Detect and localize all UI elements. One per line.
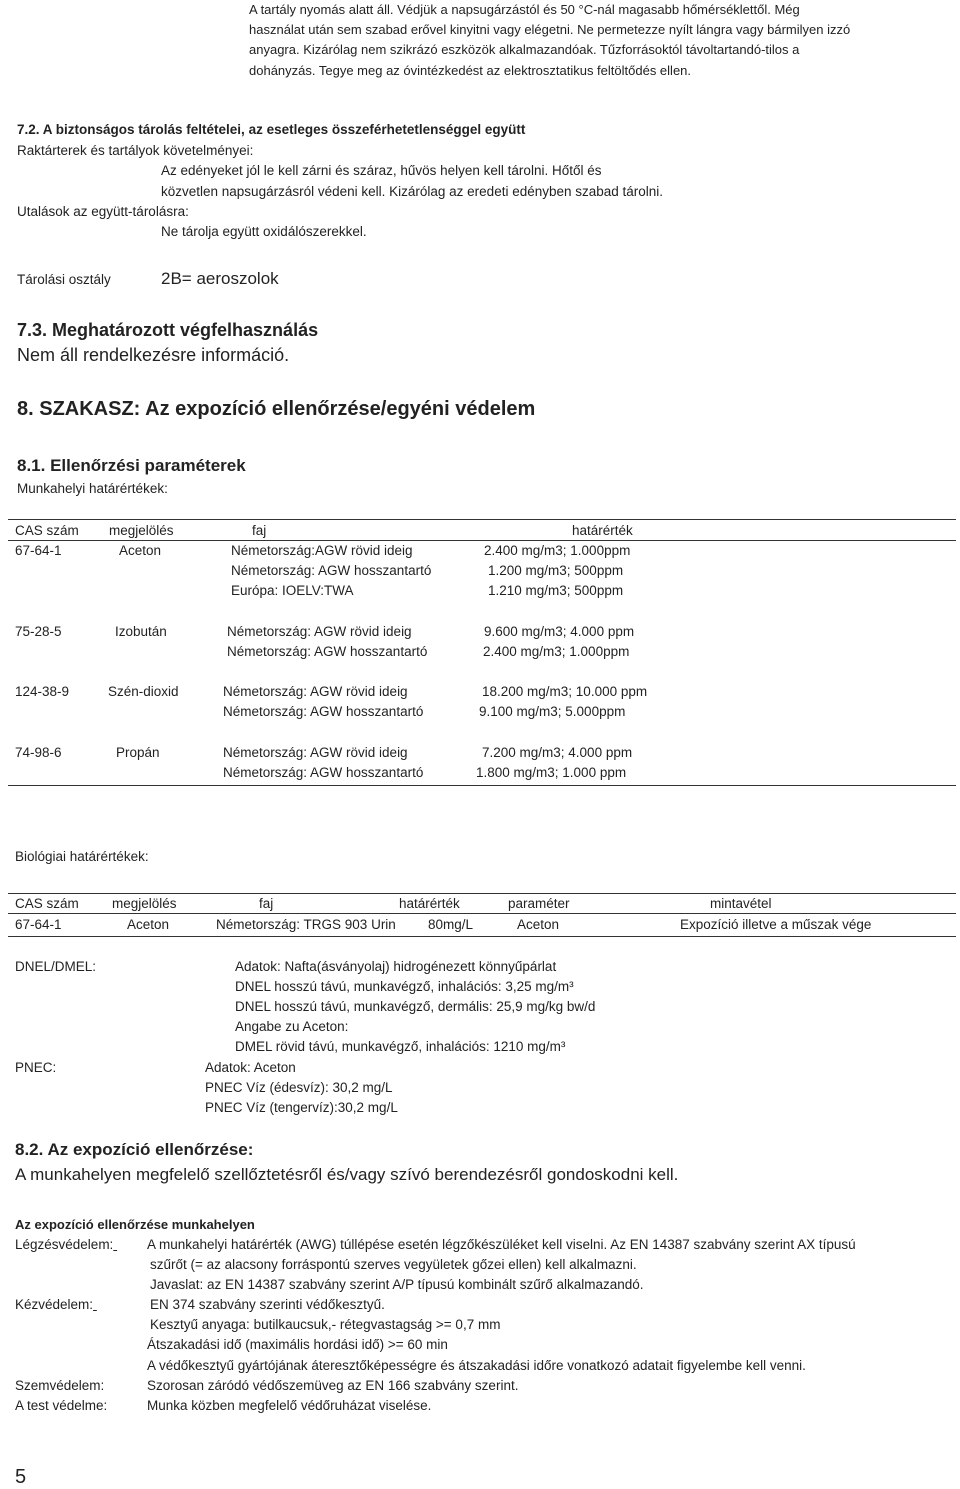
- storage-class-value: 2B= aeroszolok: [161, 269, 279, 288]
- limit-value: 7.200 mg/m3; 4.000 ppm: [482, 745, 633, 760]
- respiratory-line-1: A munkahelyi határérték (AWG) túllépése esetén légzőkészüléket kell viselni. Az EN 14387 szabvány szerint AX típusú: [147, 1237, 856, 1252]
- eye-label: Szemvédelem:: [15, 1378, 105, 1393]
- body-label: A test védelme:: [15, 1398, 108, 1413]
- dnel-line-1: Adatok: Nafta(ásványolaj) hidrogénezett könnyűpárlat: [235, 959, 557, 974]
- bio-header-limit: határérték: [399, 896, 460, 911]
- bio-table-bottom-rule: [8, 936, 956, 937]
- limit-value: 1.200 mg/m3; 500ppm: [488, 563, 624, 578]
- hand-label: Kézvédelem:: [15, 1297, 94, 1312]
- table-header-rule: [8, 540, 956, 541]
- cas-number: 75-28-5: [15, 624, 62, 639]
- section-8-2-text: A munkahelyen megfelelő szellőztetésről és/vagy szívó berendezésről gondoskodni kell.: [15, 1165, 679, 1184]
- cas-number: 67-64-1: [15, 917, 62, 932]
- intro-line-1: A tartály nyomás alatt áll. Védjük a napsugárzástól és 50 °C-nál magasabb hőmérséklettől. Még: [249, 2, 800, 17]
- limit-value: 9.600 mg/m3; 4.000 ppm: [484, 624, 635, 639]
- section-8-1-title: 8.1. Ellenőrzési paraméterek: [17, 456, 246, 475]
- dnel-line-5: DMEL rövid távú, munkavégző, inhalációs: 1210 mg/m³: [235, 1039, 566, 1054]
- table-top-rule: [8, 519, 956, 520]
- dnel-line-3: DNEL hosszú távú, munkavégző, dermális: 25,9 mg/kg bw/d: [235, 999, 596, 1014]
- limit-type: Németország: AGW hosszantartó: [223, 704, 424, 719]
- limit-type: Németország: AGW rövid ideig: [227, 624, 412, 639]
- dnel-line-4: Angabe zu Aceton:: [235, 1019, 349, 1034]
- storage-req-label: Raktárterek és tartályok követelményei:: [17, 143, 254, 158]
- table-header-type: faj: [252, 523, 267, 538]
- hand-line-1: EN 374 szabvány szerinti védőkesztyű.: [150, 1297, 385, 1312]
- substance-name: Izobután: [115, 624, 167, 639]
- parameter: Aceton: [517, 917, 560, 932]
- workplace-limits-label: Munkahelyi határértékek:: [17, 481, 168, 496]
- intro-line-2: használat után sem szabad erővel kinyitni vagy elégetni. Ne permetezze nyílt lángra vagy bármilyen izzó: [249, 22, 851, 37]
- bio-header-type: faj: [259, 896, 274, 911]
- pnec-line-3: PNEC Víz (tengervíz):30,2 mg/L: [205, 1100, 398, 1115]
- eye-text: Szorosan záródó védőszemüveg az EN 166 szabvány szerint.: [147, 1378, 519, 1393]
- limit-type: Németország: AGW rövid ideig: [223, 745, 408, 760]
- body-text: Munka közben megfelelő védőruházat viselése.: [147, 1398, 432, 1413]
- table-bottom-rule: [8, 785, 956, 786]
- co-storage-text: Ne tárolja együtt oxidálószerekkel.: [161, 224, 367, 239]
- substance-name: Propán: [116, 745, 160, 760]
- table-header-name: megjelölés: [109, 523, 174, 538]
- limit-value: 1.800 mg/m3; 1.000 ppm: [476, 765, 627, 780]
- storage-req-line-2: közvetlen napsugárzásról védeni kell. Kizárólag az eredeti edényben szabad tárolni.: [161, 184, 664, 199]
- limit-type: Európa: IOELV:TWA: [231, 583, 354, 598]
- bio-table-top-rule: [8, 893, 956, 894]
- section-7-2-title: 7.2. A biztonságos tárolás feltételei, az esetleges összeférhetetlenséggel együtt: [17, 122, 526, 137]
- bio-header-parameter: paraméter: [508, 896, 570, 911]
- substance-name: Aceton: [119, 543, 162, 558]
- pnec-label: PNEC:: [15, 1060, 57, 1075]
- section-7-3-title: 7.3. Meghatározott végfelhasználás: [17, 320, 319, 340]
- substance-name: Szén-dioxid: [108, 684, 179, 699]
- cas-number: 67-64-1: [15, 543, 62, 558]
- respiratory-line-3: Javaslat: az EN 14387 szabvány szerint A/P típusú kombinált szűrő alkalmazandó.: [150, 1277, 644, 1292]
- storage-class-label: Tárolási osztály: [17, 272, 111, 287]
- hand-line-4: A védőkesztyű gyártójának áteresztőképességre és átszakadási időre vonatkozó adatait figyelembe kell venni.: [147, 1358, 806, 1373]
- limit-value: 1.210 mg/m3; 500ppm: [488, 583, 624, 598]
- pnec-line-1: Adatok: Aceton: [205, 1060, 296, 1075]
- cas-number: 124-38-9: [15, 684, 70, 699]
- limit-type: Németország:AGW rövid ideig: [231, 543, 413, 558]
- hand-line-3: Átszakadási idő (maximális hordási idő) >= 60 min: [147, 1337, 448, 1352]
- section-8-title: 8. SZAKASZ: Az expozíció ellenőrzése/egyéni védelem: [17, 398, 536, 420]
- limit-type: Németország: AGW hosszantartó: [227, 644, 428, 659]
- sampling: Expozíció illetve a műszak vége: [680, 917, 872, 932]
- hand-line-2: Kesztyű anyaga: butilkaucsuk,- rétegvastagság >= 0,7 mm: [150, 1317, 501, 1332]
- limit-value: 9.100 mg/m3; 5.000ppm: [479, 704, 626, 719]
- bio-header-sampling: mintavétel: [710, 896, 772, 911]
- table-header-limit: határérték: [572, 523, 633, 538]
- bio-header-cas: CAS szám: [15, 896, 79, 911]
- limit-value: 2.400 mg/m3; 1.000ppm: [483, 644, 630, 659]
- respiratory-line-2: szűrőt (= az alacsony forráspontú szerves vegyületek gőzei ellen) kell alkalmazni.: [150, 1257, 637, 1272]
- limit-type: Németország: AGW rövid ideig: [223, 684, 408, 699]
- intro-line-4: dohányzás. Tegye meg az óvintézkedést az elektrosztatikus feltöltődés ellen.: [249, 63, 692, 78]
- bio-limits-label: Biológiai határértékek:: [15, 849, 149, 864]
- table-header-cas: CAS szám: [15, 523, 79, 538]
- page-number: 5: [15, 1466, 27, 1488]
- intro-line-3: anyagra. Kizárólag nem szikrázó eszközök alkalmazandóak. Tűzforrásoktól távoltartandó-tilos a: [249, 42, 800, 57]
- limit-type: Németország: AGW hosszantartó: [231, 563, 432, 578]
- cas-number: 74-98-6: [15, 745, 62, 760]
- bio-table-header-rule: [8, 913, 956, 914]
- dnel-label: DNEL/DMEL:: [15, 959, 97, 974]
- co-storage-label: Utalások az együtt-tárolásra:: [17, 204, 189, 219]
- substance-name: Aceton: [127, 917, 170, 932]
- storage-req-line-1: Az edényeket jól le kell zárni és száraz, hűvös helyen kell tárolni. Hőtől és: [161, 163, 602, 178]
- respiratory-label: Légzésvédelem:: [15, 1237, 114, 1252]
- section-7-3-text: Nem áll rendelkezésre információ.: [17, 345, 290, 365]
- limit-value: 18.200 mg/m3; 10.000 ppm: [482, 684, 648, 699]
- limit-value: 80mg/L: [428, 917, 474, 932]
- limit-type: Németország: TRGS 903 Urin: [216, 917, 396, 932]
- ppe-title: Az expozíció ellenőrzése munkahelyen: [15, 1217, 255, 1232]
- dnel-line-2: DNEL hosszú távú, munkavégző, inhalációs: 3,25 mg/m³: [235, 979, 574, 994]
- limit-value: 2.400 mg/m3; 1.000ppm: [484, 543, 631, 558]
- section-8-2-title: 8.2. Az expozíció ellenőrzése:: [15, 1140, 254, 1159]
- limit-type: Németország: AGW hosszantartó: [223, 765, 424, 780]
- pnec-line-2: PNEC Víz (édesvíz): 30,2 mg/L: [205, 1080, 393, 1095]
- bio-header-name: megjelölés: [112, 896, 177, 911]
